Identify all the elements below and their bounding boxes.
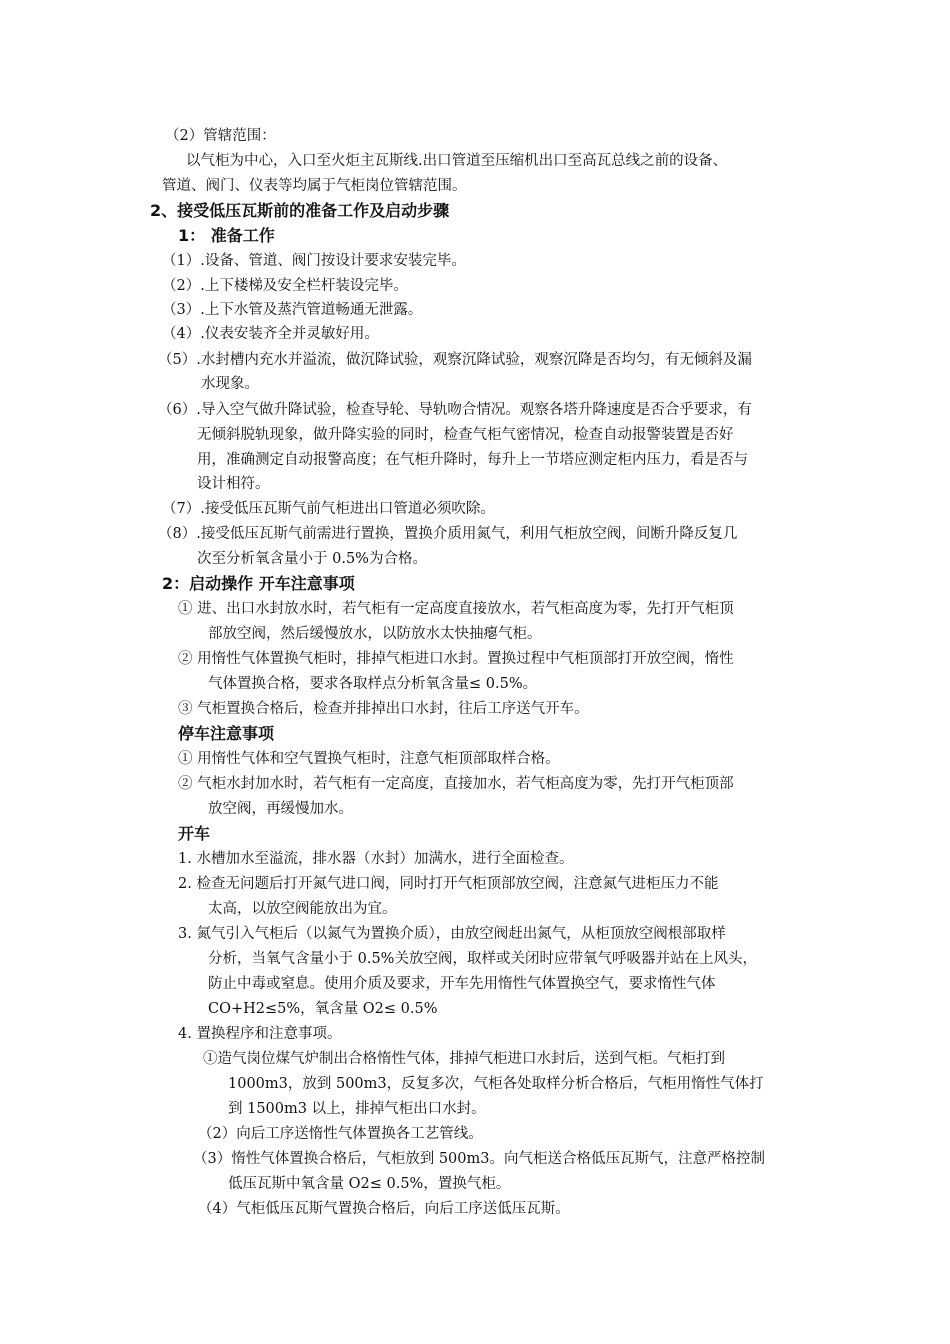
doc-line: 4. 置换程序和注意事项。 xyxy=(178,1026,342,1042)
doc-line: （7）.接受低压瓦斯气前气柜进出口管道必须吹除。 xyxy=(162,501,495,517)
doc-line: （2）.上下楼梯及安全栏杆装设完毕。 xyxy=(162,278,408,294)
doc-line: 1000m3，放到 500m3，反复多次，气柜各处取样分析合格后，气柜用惰性气体打 xyxy=(228,1076,764,1092)
doc-line: （8）.接受低压瓦斯气前需进行置换，置换介质用氮气，利用气柜放空阀，间断升降反复几 xyxy=(158,526,738,542)
doc-line: 分析，当氧气含量小于 0.5%关放空阀，取样或关闭时应带氧气呼吸器并站在上风头， xyxy=(208,951,757,967)
doc-line: ② 用惰性气体置换气柜时，排掉气柜进口水封。置换过程中气柜顶部打开放空阀，惰性 xyxy=(178,651,734,667)
doc-line: 管道、阀门、仪表等均属于气柜岗位管辖范围。 xyxy=(162,178,467,194)
subsection-heading: 开车 xyxy=(178,824,211,843)
doc-line: 放空阀，再缓慢加水。 xyxy=(208,801,353,817)
doc-line: 次至分析氧含量小于 0.5%为合格。 xyxy=(197,551,427,567)
doc-line: 气体置换合格，要求各取样点分析氧含量≤ 0.5%。 xyxy=(208,676,538,692)
doc-line: （3）惰性气体置换合格后，气柜放到 500m3。向气柜送合格低压瓦斯气，注意严格控制 xyxy=(193,1151,765,1167)
doc-line: ①造气岗位煤气炉制出合格惰性气体，排掉气柜进口水封后，送到气柜。气柜打到 xyxy=(203,1051,725,1067)
doc-line: 以气柜为中心，入口至火炬主瓦斯线.出口管道至压缩机出口至高瓦总线之前的设备、 xyxy=(186,153,728,169)
doc-line: CO+H2≤5%，氧含量 O2≤ 0.5% xyxy=(208,1001,438,1017)
section-heading: 2：启动操作 开车注意事项 xyxy=(162,574,355,593)
doc-line: 设计相符。 xyxy=(197,476,270,492)
subsection-heading: 停车注意事项 xyxy=(178,724,275,743)
doc-line: 防止中毒或窒息。使用介质及要求，开车先用惰性气体置换空气，要求惰性气体 xyxy=(208,976,716,992)
doc-line: 用，准确测定自动报警高度；在气柜升降时，每升上一节塔应测定柜内压力，看是否与 xyxy=(197,452,748,468)
doc-line: 1. 水槽加水至溢流，排水器（水封）加满水，进行全面检查。 xyxy=(178,851,574,867)
doc-line: 部放空阀，然后缓慢放水，以防放水太快抽瘪气柜。 xyxy=(208,626,542,642)
doc-line: （1）.设备、管道、阀门按设计要求安装完毕。 xyxy=(162,253,466,269)
doc-line: 水现象。 xyxy=(201,376,259,392)
doc-line: （2）管辖范围： xyxy=(165,128,276,144)
doc-line: （4）气柜低压瓦斯气置换合格后，向后工序送低压瓦斯。 xyxy=(198,1201,570,1217)
doc-line: （6）.导入空气做升降试验，检查导轮、导轨吻合情况。观察各塔升降速度是否合乎要求，有 xyxy=(158,402,752,418)
section-heading: 2、接受低压瓦斯前的准备工作及启动步骤 xyxy=(150,201,450,220)
doc-line: 2. 检查无问题后打开氮气进口阀，同时打开气柜顶部放空阀，注意氮气进柜压力不能 xyxy=(178,876,719,892)
doc-line: 3. 氮气引入气柜后（以氮气为置换介质），由放空阀赶出氮气，从柜顶放空阀根部取样 xyxy=(178,926,726,942)
doc-line: 无倾斜脱轨现象，做升降实验的同时，检查气柜气密情况，检查自动报警装置是否好 xyxy=(197,427,734,443)
doc-line: （5）.水封槽内充水并溢流，做沉降试验，观察沉降试验，观察沉降是否均匀，有无倾斜及漏 xyxy=(158,352,752,368)
doc-line: （4）.仪表安装齐全并灵敏好用。 xyxy=(162,326,379,342)
subsection-heading: 1： 准备工作 xyxy=(178,226,275,245)
doc-line: ① 进、出口水封放水时，若气柜有一定高度直接放水，若气柜高度为零，先打开气柜顶 xyxy=(178,601,734,617)
doc-line: （2）向后工序送惰性气体置换各工艺管线。 xyxy=(198,1126,483,1142)
doc-line: 低压瓦斯中氧含量 O2≤ 0.5%，置换气柜。 xyxy=(228,1176,511,1192)
doc-line: ① 用惰性气体和空气置换气柜时，注意气柜顶部取样合格。 xyxy=(178,751,560,767)
doc-line: （3）.上下水管及蒸汽管道畅通无泄露。 xyxy=(162,302,423,318)
doc-line: ③ 气柜置换合格后，检查并排掉出口水封，往后工序送气开车。 xyxy=(178,701,589,717)
doc-line: ② 气柜水封加水时，若气柜有一定高度，直接加水，若气柜高度为零，先打开气柜顶部 xyxy=(178,776,734,792)
doc-line: 太高，以放空阀能放出为宜。 xyxy=(208,901,397,917)
doc-line: 到 1500m3 以上，排掉气柜出口水封。 xyxy=(228,1101,486,1117)
